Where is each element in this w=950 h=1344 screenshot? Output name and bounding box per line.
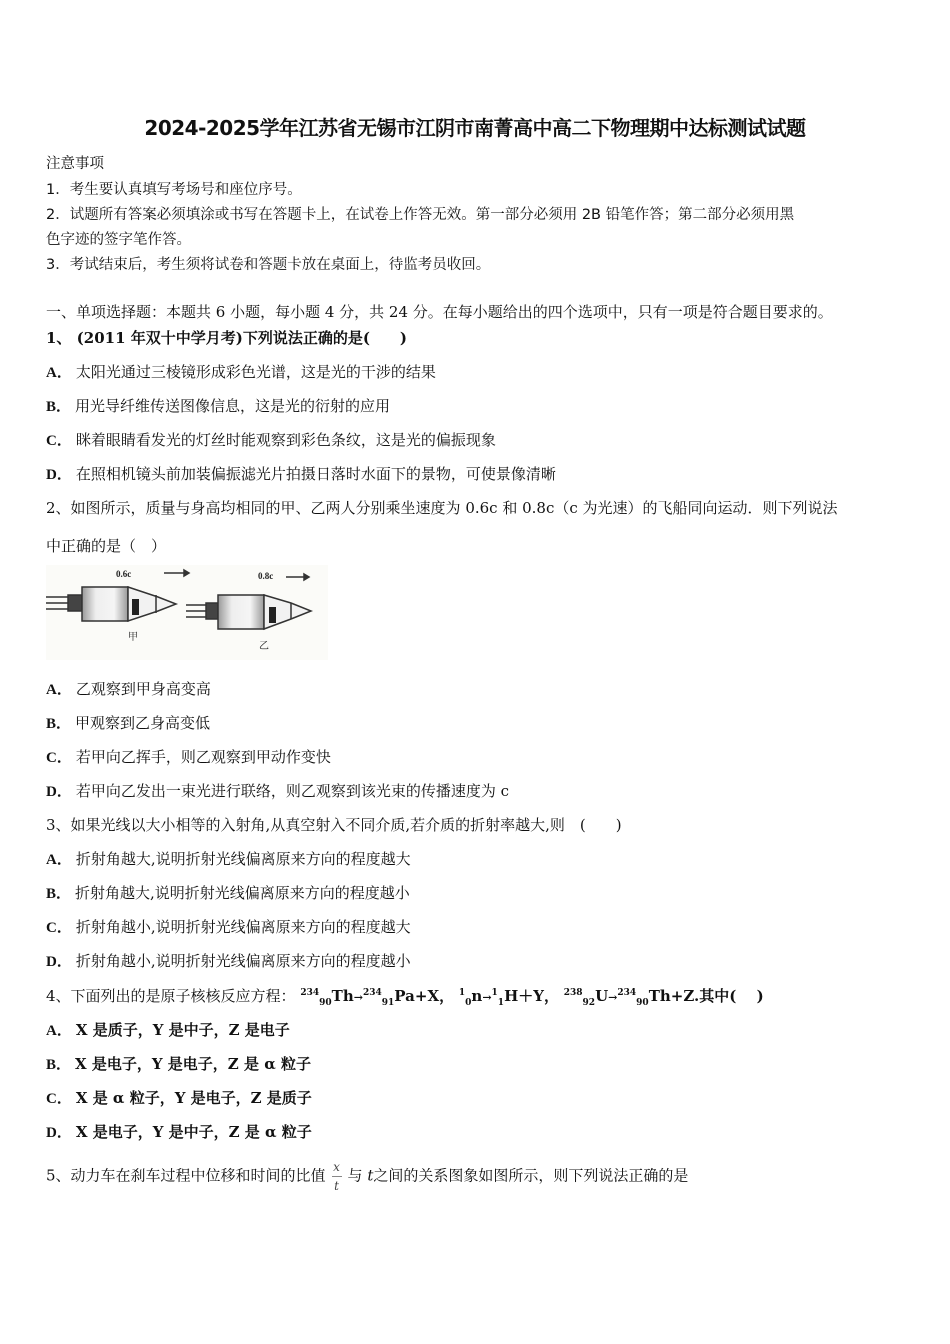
q3-option-d[interactable]: D． 折射角越小,说明折射光线偏离原来方向的程度越小 [46, 952, 411, 970]
spaceship-diagram [46, 565, 328, 660]
question-4-stem: 4、下面列出的是原子核核反应方程： $^{234}_{90}$Th→$^{234}_{91}$Pa+X， $^1_0$n→$^1_1$H＋Y， $^{238}_{92}$U→$^{234}_{90}$Th+Z.其中( ) [46, 987, 764, 1008]
q3-option-a[interactable]: A． 折射角越大,说明折射光线偏离原来方向的程度越大 [46, 850, 411, 868]
question-1-stem: 1、 (2011 年双十中学月考)下列说法正确的是( ) [46, 329, 408, 347]
q2-option-c[interactable]: C． 若甲向乙挥手，则乙观察到甲动作变快 [46, 748, 331, 766]
notice-item-2-cont: 色字迹的签字笔作答。 [46, 232, 191, 248]
q1-option-c[interactable]: C． 眯着眼睛看发光的灯丝时能观察到彩色条纹，这是光的偏振现象 [46, 431, 496, 449]
question-2-stem-line1: 2、如图所示，质量与身高均相同的甲、乙两人分别乘坐速度为 0.6c 和 0.8c（c 为光速）的飞船同向运动．则下列说法 [46, 499, 838, 517]
notice-item-2: 2．试题所有答案必须填涂或书写在答题卡上，在试卷上作答无效。第一部分必须用 2B 铅笔作答；第二部分必须用黑 [46, 207, 795, 223]
section-heading: 一、单项选择题：本题共 6 小题，每小题 4 分，共 24 分。在每小题给出的四个选项中，只有一项是符合题目要求的。 [46, 303, 833, 321]
reaction-equation-3: $^{238}_{92}$U→$^{234}_{90}$Th+Z.其中( ) [563, 987, 764, 1008]
q1-option-a[interactable]: A． 太阳光通过三棱镜形成彩色光谱，这是光的干涉的结果 [46, 363, 436, 381]
q3-option-b[interactable]: B． 折射角越大,说明折射光线偏离原来方向的程度越小 [46, 884, 410, 902]
q1-option-b[interactable]: B． 用光导纤维传送图像信息，这是光的衍射的应用 [46, 397, 391, 415]
notice-item-3: 3．考试结束后，考生须将试卷和答题卡放在桌面上，待监考员收回。 [46, 257, 491, 273]
q2-option-a[interactable]: A． 乙观察到甲身高变高 [46, 680, 211, 698]
x-over-t-fraction: $\frac{x}{t}$ [333, 1160, 340, 1193]
svg-text:0.6c: 0.6c [116, 569, 132, 579]
q4-option-b[interactable]: B． X 是电子，Y 是电子，Z 是 α 粒子 [46, 1055, 311, 1073]
question-2-stem-line2: 中正确的是（ ） [46, 537, 167, 555]
svg-text:乙: 乙 [259, 641, 269, 652]
q4-option-a[interactable]: A． X 是质子，Y 是中子，Z 是电子 [46, 1021, 290, 1039]
question-3-stem: 3、如果光线以大小相等的入射角,从真空射入不同介质,若介质的折射率越大,则 ( ) [46, 816, 622, 834]
q4-option-c[interactable]: C． X 是 α 粒子，Y 是电子，Z 是质子 [46, 1089, 312, 1107]
q2-option-d[interactable]: D． 若甲向乙发出一束光进行联络，则乙观察到该光束的传播速度为 c [46, 782, 510, 800]
person-yi-icon [269, 607, 276, 623]
spaceship-figure [46, 565, 328, 660]
reaction-equation-1: $^{234}_{90}$Th→$^{234}_{91}$Pa+X， [300, 987, 455, 1008]
q2-option-b[interactable]: B． 甲观察到乙身高变低 [46, 714, 211, 732]
q4-option-d[interactable]: D． X 是电子，Y 是中子，Z 是 α 粒子 [46, 1123, 312, 1141]
notice-heading: 注意事项 [46, 156, 104, 172]
q1-option-d[interactable]: D． 在照相机镜头前加装偏振滤光片拍摄日落时水面下的景物，可使景像清晰 [46, 465, 556, 483]
page-title: 2024-2025学年江苏省无锡市江阴市南菁高中高二下物理期中达标测试试题 [144, 116, 806, 140]
notice-item-1: 1．考生要认真填写考场号和座位序号。 [46, 182, 302, 198]
svg-text:0.8c: 0.8c [258, 571, 274, 581]
person-jia-icon [132, 599, 139, 615]
q3-option-c[interactable]: C． 折射角越小,说明折射光线偏离原来方向的程度越大 [46, 918, 411, 936]
question-5-stem: 5、动力车在刹车过程中位移和时间的比值 $\frac{x}{t}$ 与 t之间的关系图象如图所示，则下列说法正确的是 [46, 1160, 689, 1193]
reaction-equation-2: $^1_0$n→$^1_1$H＋Y， [458, 987, 559, 1008]
svg-text:甲: 甲 [128, 632, 138, 643]
